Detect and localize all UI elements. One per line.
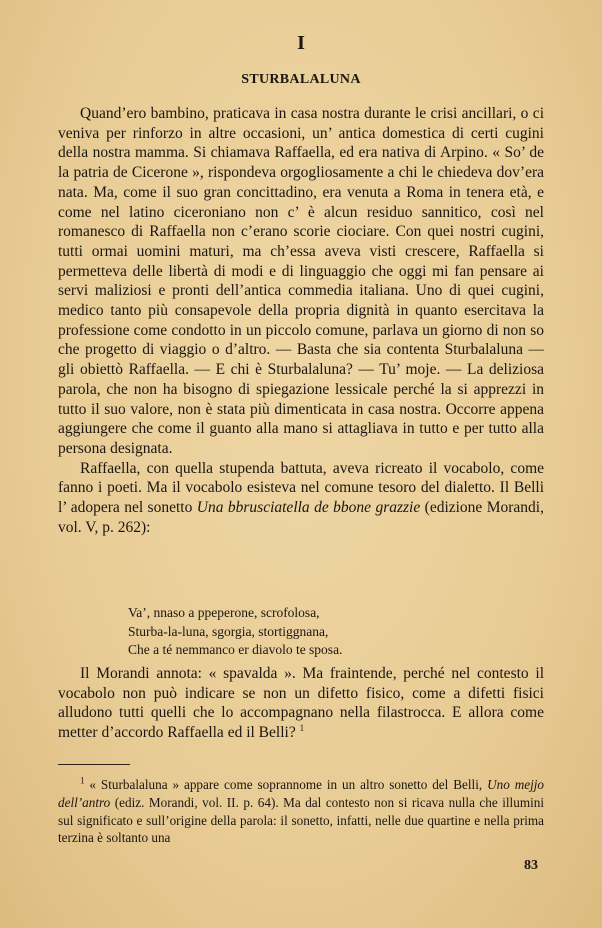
footnote-reference: 1	[299, 722, 305, 733]
footnote-marker: 1	[80, 775, 85, 786]
paragraph-1: Quand’ero bambino, praticava in casa nostra durante le crisi ancillari, o ci veniva per rinforzo in altre occasioni, un’ antica domestica di certi cugini della nostra mamma. Si chiamava Raffaella, ed era nativa di Arpino. « So’ de la patria de Cicerone », rispondeva orgogliosamente a chi le chiedeva dov’era nata. Ma, come il suo gran concittadino, era venuta a Roma in tenera età, e come nel latino ciceroniano non c’ è alcun residuo sannitico, così nel romanesco di Raffaella non c’erano scorie ciociare. Con quei nostri cugini, tutti ormai uomini maturi, ma ch’essa aveva visti crescere, Raffaella si permetteva delle libertà di modi e di linguaggio che oggi mi fan pensare ai servi maliziosi e pronti dell’antica commedia italiana. Uno di quei cugini, medico tanto più consapevole della propria dignità in quanto esercitava la professione come condotto in un piccolo comune, parlava un giorno di non so che progetto di viaggio o d’altro. — Basta che sia contenta Sturbalaluna — gli obiettò Raffaella. — E chi è Sturbalaluna? — Tu’ moje. — La deliziosa parola, che non ha bisogno di spiegazione lessicale perché la si apprezzi in tutto il suo valore, non è stata più dimenticata in casa nostra. Occorre appena aggiungere che come il guanto alla mano si attagliava in tutto e per tutto alla persona designata.	[58, 105, 544, 457]
footnote-end: (ediz. Morandi, vol. II. p. 64). Ma dal contesto non si ricava nulla che illumini sul significato e sull’origine della parola: il sonetto, infatti, nelle due quartine e nella prima terzina è soltanto una	[58, 794, 544, 846]
sonnet-title: Una bbrusciatella de bbone grazzie	[196, 499, 421, 517]
footnote	[58, 776, 544, 847]
poem-quote	[128, 604, 448, 660]
main-text-continued	[58, 664, 544, 743]
paragraph-2	[58, 459, 544, 538]
poem-line: Sturba-la-luna, sgorgia, stortiggnana,	[128, 623, 329, 639]
poem-line: Che a té nemmanco er diavolo te sposa.	[128, 642, 343, 657]
paragraph-3-text: Il Morandi annota: « spavalda ». Ma fraintende, perché nel contesto il vocabolo non può indicare se non un difetto fisico, come a difetti fisici alludono tutti quelli che lo accompagnano nella filastrocca. E allora come metter d’accordo Raffaella ed il Belli?	[58, 665, 544, 742]
main-text	[58, 104, 544, 537]
chapter-number: I	[297, 32, 305, 54]
footnote-text	[58, 776, 544, 847]
paragraph-2-start: Raffaella, con quella stupenda battuta, aveva ricreato il vocabolo, come fanno i poeti. Ma il vocabolo esisteva nel comune tesoro del dialetto. Il Belli l’ adopera nel sonetto	[58, 459, 544, 517]
poem-line: Va’, nnaso a ppeperone, scrofolosa,	[128, 605, 320, 620]
footnote-divider	[58, 764, 130, 765]
footnote-sonnet-title: Uno mejjo dell’antro	[58, 777, 545, 810]
chapter-title: STURBALALUNA	[241, 72, 361, 87]
paragraph-2-end: (edizione Morandi, vol. V, p. 262):	[58, 499, 544, 536]
paragraph-3	[58, 664, 544, 743]
page-number: 83	[524, 858, 538, 873]
footnote-start: « Sturbalaluna » appare come soprannome in un altro sonetto del Belli,	[89, 777, 488, 792]
